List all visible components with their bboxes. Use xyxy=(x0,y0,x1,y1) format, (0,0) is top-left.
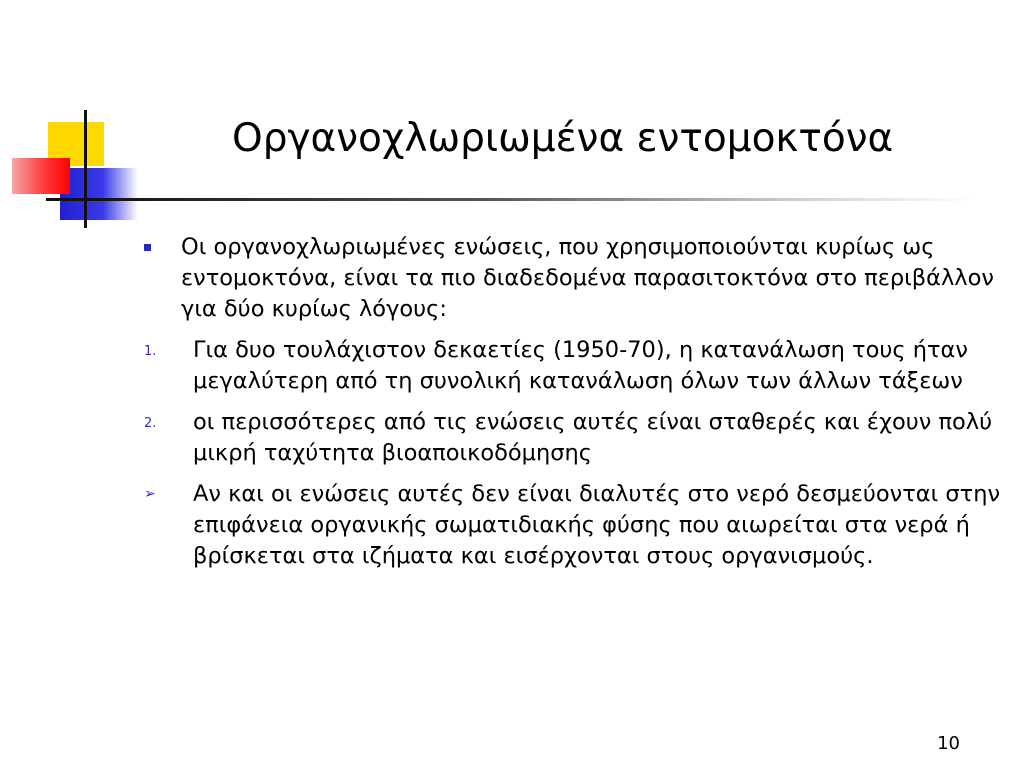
page-number: 10 xyxy=(937,733,960,754)
list-item xyxy=(140,407,1010,469)
square-bullet-icon xyxy=(144,244,151,251)
arrow-bullet-icon: ➢ xyxy=(144,486,156,502)
list-item-text: Αν και οι ενώσεις αυτές δεν είναι διαλυτές στο νερό δεσμεύονται στην επιφάνεια οργανικής σωματιδιακής φύσης που αιωρείται στα νερά ή βρίσκεται στα ιζήματα και εισέρχονται στους οργανισμούς. xyxy=(193,481,1001,569)
slide-body xyxy=(140,232,1010,582)
list-number: 1. xyxy=(144,344,157,359)
blue-square xyxy=(60,168,138,220)
list-number: 2. xyxy=(144,416,157,431)
list-item xyxy=(140,335,1010,397)
vertical-line xyxy=(84,110,87,228)
list-item-text: Οι οργανοχλωριωμένες ενώσεις, που χρησιμοποιούνται κυρίως ως εντομοκτόνα, είναι τα πιο διαδεδομένα παρασιτοκτόνα στο περιβάλλον για δύο κυρίως λόγους: xyxy=(181,234,994,322)
slide-title: Οργανοχλωριωμένα εντομοκτόνα xyxy=(232,116,894,161)
list-item xyxy=(140,479,1010,572)
list-item xyxy=(140,232,1010,325)
list-item-text: οι περισσότερες από τις ενώσεις αυτές είναι σταθερές και έχουν πολύ μικρή ταχύτητα βιοαποικοδόμησης xyxy=(193,409,993,466)
list-item-text: Για δυο τουλάχιστον δεκαετίες (1950-70), η κατανάλωση τους ήταν μεγαλύτερη από τη συνολική κατανάλωση όλων των άλλων τάξεων xyxy=(193,337,968,394)
title-divider xyxy=(86,198,976,201)
red-square xyxy=(12,158,70,194)
